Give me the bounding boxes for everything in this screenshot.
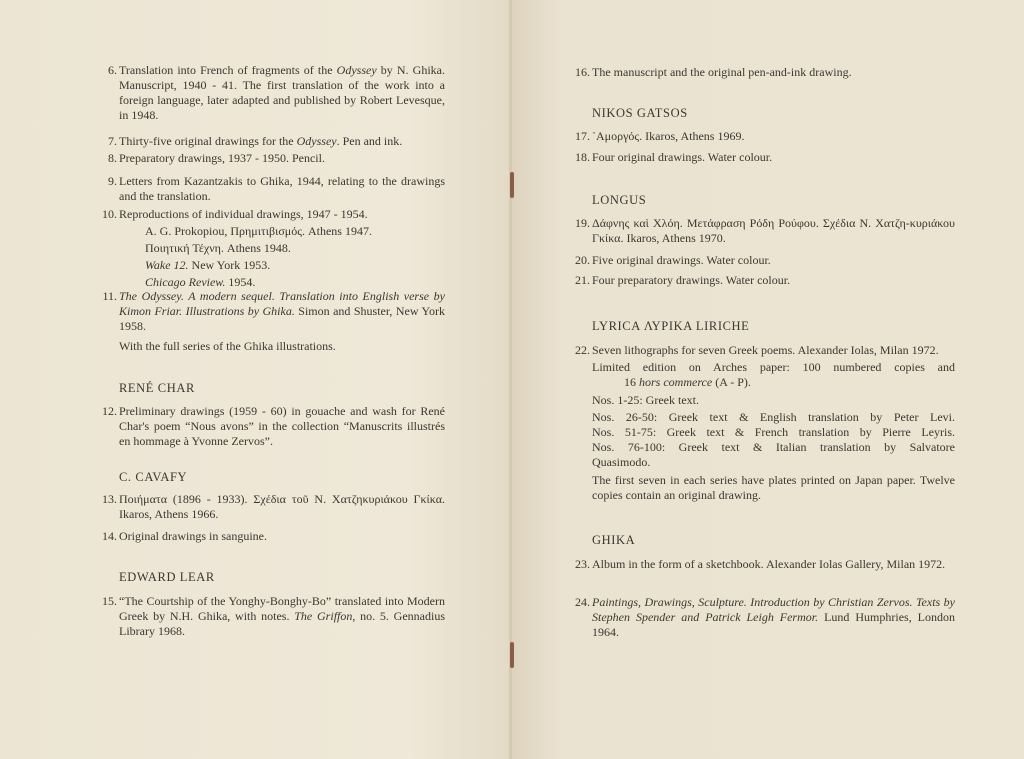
entry-number: 14. bbox=[102, 529, 117, 543]
catalogue-entry bbox=[102, 207, 445, 292]
catalogue-entry bbox=[575, 129, 955, 146]
section-heading: EDWARD LEAR bbox=[119, 570, 215, 584]
entry-text bbox=[592, 455, 955, 470]
entry-text bbox=[592, 343, 955, 358]
staple-top bbox=[510, 172, 514, 198]
italic-title: Odyssey bbox=[336, 63, 377, 77]
entry-number: 21. bbox=[575, 273, 590, 287]
entry-text bbox=[592, 65, 955, 80]
entry-text bbox=[592, 425, 955, 440]
entry-text bbox=[119, 275, 445, 290]
section-heading: GHIKA bbox=[592, 533, 636, 547]
catalogue-entry bbox=[119, 339, 445, 356]
entry-text bbox=[119, 151, 445, 166]
catalogue-entry bbox=[108, 174, 445, 206]
entry-text bbox=[592, 393, 955, 408]
text-segment: Ποιητική Τέχνη. Athens 1948. bbox=[145, 241, 291, 255]
entry-text bbox=[119, 289, 445, 334]
entry-number: 8. bbox=[108, 151, 117, 165]
entry-text bbox=[119, 492, 445, 522]
entry-number: 7. bbox=[108, 134, 117, 148]
text-segment: Preparatory drawings, 1937 - 1950. Pencil. bbox=[119, 151, 325, 165]
text-segment: A. G. Prokopiou, Πρημιτιβισμός. Athens 1947. bbox=[145, 224, 372, 238]
text-segment: Nos. 1-25: Greek text. bbox=[592, 393, 699, 407]
text-segment: Δάφνης καὶ Χλόη. Μετάφραση Ρόδη Ρούφου. Σχέδια Ν. Χατζη-κυριάκου Γκίκα. Ikaros, Athens 1970. bbox=[592, 216, 955, 245]
entry-text bbox=[592, 360, 955, 375]
italic-title: Chicago Review. bbox=[145, 275, 226, 289]
catalogue-entry bbox=[108, 151, 445, 168]
entry-number: 23. bbox=[575, 557, 590, 571]
entry-text bbox=[592, 557, 955, 572]
entry-text bbox=[592, 375, 955, 390]
entry-number: 16. bbox=[575, 65, 590, 79]
catalogue-entry bbox=[575, 65, 955, 82]
entry-text bbox=[592, 129, 955, 144]
text-segment: Five original drawings. Water colour. bbox=[592, 253, 771, 267]
text-segment: Limited edition on Arches paper: 100 numbered copies and bbox=[592, 360, 955, 374]
entry-text bbox=[119, 404, 445, 449]
entry-text bbox=[592, 595, 955, 640]
entry-number: 9. bbox=[108, 174, 117, 188]
entry-text bbox=[592, 473, 955, 503]
entry-text bbox=[119, 241, 445, 256]
catalogue-entry bbox=[102, 529, 445, 546]
section-heading: RENÉ CHAR bbox=[119, 381, 195, 395]
catalogue-entry bbox=[575, 150, 955, 167]
text-segment: Translation into French of fragments of the bbox=[119, 63, 337, 77]
text-segment: Album in the form of a sketchbook. Alexander Iolas Gallery, Milan 1972. bbox=[592, 557, 946, 571]
catalogue-entry bbox=[575, 273, 955, 290]
entry-text bbox=[592, 273, 955, 288]
text-segment: Quasimodo. bbox=[592, 455, 651, 469]
text-segment: Letters from Kazantzakis to Ghika, 1944, relating to the drawings and the translation. bbox=[119, 174, 445, 203]
text-segment: , no. 5. Gennadius Library 1968. bbox=[119, 609, 445, 638]
italic-title: The Griffon bbox=[294, 609, 353, 623]
text-segment: . Pen and ink. bbox=[336, 134, 403, 148]
catalogue-entry bbox=[102, 404, 445, 451]
italic-title: Paintings, Drawings, Sculpture. Introduction by Christian Zervos. Texts by Stephen Spender and Patrick Leigh Fermor. bbox=[592, 595, 955, 624]
entry-text bbox=[592, 440, 955, 455]
text-segment: by N. Ghika. Manuscript, 1940 - 41. The first translation of the work into a foreign language, later adapted and published by Robert Levesque, in 1948. bbox=[119, 63, 445, 122]
catalogue-entry bbox=[102, 594, 445, 641]
entry-text bbox=[119, 207, 445, 222]
entry-text bbox=[592, 410, 955, 425]
catalogue-entry bbox=[575, 216, 955, 248]
section-heading: LONGUS bbox=[592, 193, 647, 207]
entry-number: 22. bbox=[575, 343, 590, 357]
entry-text bbox=[119, 594, 445, 639]
entry-number: 10. bbox=[102, 207, 117, 221]
right-page bbox=[511, 0, 1024, 759]
text-segment: Four original drawings. Water colour. bbox=[592, 150, 773, 164]
text-segment: Simon and Shuster, New York 1958. bbox=[119, 304, 445, 333]
text-segment: “The Courtship of the Yonghy-Bonghy-Bo” translated into Modern Greek by N.H. Ghika, with notes. bbox=[119, 594, 445, 623]
catalogue-entry bbox=[102, 492, 445, 524]
section-heading: LYRICA ΛΥΡΙΚΑ LIRICHE bbox=[592, 319, 750, 333]
catalogue-entry bbox=[575, 557, 955, 574]
italic-title: Wake 12. bbox=[145, 258, 189, 272]
italic-title: The Odyssey. A modern sequel. Translation into English verse by Kimon Friar. Illustrations by Ghika. bbox=[119, 289, 445, 318]
italic-title: Odyssey bbox=[296, 134, 337, 148]
text-segment: Nos. 51-75: Greek text & French translation by Pierre Leyris. bbox=[592, 425, 955, 439]
text-segment: Four preparatory drawings. Water colour. bbox=[592, 273, 791, 287]
entry-number: 12. bbox=[102, 404, 117, 418]
entry-text bbox=[119, 339, 445, 354]
entry-number: 6. bbox=[108, 63, 117, 77]
entry-text bbox=[119, 529, 445, 544]
entry-text bbox=[119, 63, 445, 123]
entry-text bbox=[592, 216, 955, 246]
catalogue-entry bbox=[102, 289, 445, 336]
entry-number: 17. bbox=[575, 129, 590, 143]
text-segment: The manuscript and the original pen-and-ink drawing. bbox=[592, 65, 852, 79]
catalogue-entry bbox=[575, 343, 955, 505]
text-segment: 1954. bbox=[225, 275, 256, 289]
entry-number: 15. bbox=[102, 594, 117, 608]
entry-number: 11. bbox=[102, 289, 117, 303]
entry-text bbox=[119, 174, 445, 204]
catalogue-entry bbox=[108, 134, 445, 151]
text-segment: Thirty-five original drawings for the bbox=[119, 134, 297, 148]
text-segment: (A - P). bbox=[712, 375, 751, 389]
text-segment: Lund Humphries, London 1964. bbox=[592, 610, 955, 639]
text-segment: Ποιήματα (1896 - 1933). Σχέδια τοῦ Ν. Χατζηκυριάκου Γκίκα. Ikaros, Athens 1966. bbox=[119, 492, 445, 521]
section-heading: C. CAVAFY bbox=[119, 470, 188, 484]
entry-text bbox=[592, 150, 955, 165]
staple-bottom bbox=[510, 642, 514, 668]
italic-title: hors commerce bbox=[639, 375, 713, 389]
text-segment: ᾿Αμοργός. Ikaros, Athens 1969. bbox=[592, 129, 745, 143]
text-segment: 16 bbox=[624, 375, 639, 389]
text-segment: Nos. 76-100: Greek text & Italian translation by Salvatore bbox=[592, 440, 955, 454]
entry-text bbox=[592, 253, 955, 268]
entry-number: 24. bbox=[575, 595, 590, 609]
section-heading: NIKOS GATSOS bbox=[592, 106, 688, 120]
text-segment: Reproductions of individual drawings, 1947 - 1954. bbox=[119, 207, 368, 221]
entry-text bbox=[119, 224, 445, 239]
catalogue-entry bbox=[108, 63, 445, 125]
text-segment: Seven lithographs for seven Greek poems. Alexander Iolas, Milan 1972. bbox=[592, 343, 939, 357]
text-segment: With the full series of the Ghika illustrations. bbox=[119, 339, 336, 353]
text-segment: Nos. 26-50: Greek text & English translation by Peter Levi. bbox=[592, 410, 955, 424]
entry-number: 19. bbox=[575, 216, 590, 230]
left-page bbox=[0, 0, 511, 759]
catalogue-entry bbox=[575, 595, 955, 642]
text-segment: The first seven in each series have plates printed on Japan paper. Twelve copies contain an original drawing. bbox=[592, 473, 955, 502]
entry-number: 20. bbox=[575, 253, 590, 267]
entry-text bbox=[119, 258, 445, 273]
text-segment: Original drawings in sanguine. bbox=[119, 529, 267, 543]
text-segment: New York 1953. bbox=[188, 258, 271, 272]
entry-number: 18. bbox=[575, 150, 590, 164]
entry-number: 13. bbox=[102, 492, 117, 506]
text-segment: Preliminary drawings (1959 - 60) in gouache and wash for René Char's poem “Nous avons” in the collection “Manuscrits illustrés en hommage à Yvonne Zervos”. bbox=[119, 404, 445, 448]
entry-text bbox=[119, 134, 445, 149]
catalogue-entry bbox=[575, 253, 955, 270]
